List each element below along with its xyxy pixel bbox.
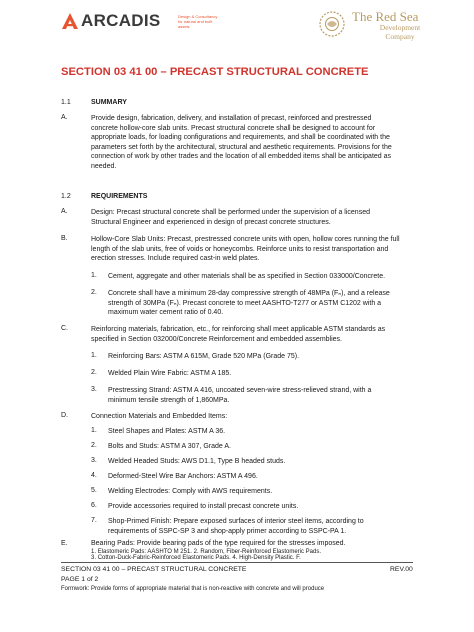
req-e-text: Bearing Pads: Provide bearing pads of the type required for the stresses imposed. (91, 540, 346, 547)
req-b1-text: Cement, aggregate and other materials shall be as specified in Section 033000/Concrete. (108, 273, 386, 280)
req-f-letter: F. (296, 555, 301, 561)
req-c1-text: Reinforcing Bars: ASTM A 615M, Grade 520 MPa (Grade 75). (108, 353, 300, 360)
req-b2-line: maximum water cement ratio of 0.40. (108, 309, 224, 317)
arcadis-tagline: Design & Consultancy for natural and built assets (178, 14, 218, 29)
req-d7-paragraph (108, 517, 413, 536)
req-d1-text: Steel Shapes and Plates: ASTM A 36. (108, 428, 226, 435)
req-e3-number: 3. (91, 555, 97, 561)
req-c3-number: 3. (91, 386, 97, 393)
req-e3-text: Cotton-Duck-Fabric-Reinforced Elastomeric Pads. (97, 555, 231, 561)
req-c3-line: Prestressing Strand: ASTM A 416, uncoated seven-wire stress-relieved strand, with a (108, 387, 372, 394)
req-d1-number: 1. (91, 427, 97, 434)
req-e1-number: 1. (91, 549, 97, 555)
req-d-text: Connection Materials and Embedded Items: (91, 413, 228, 420)
red-sea-subtitle (372, 24, 428, 41)
requirements-number: 1.2 (61, 193, 71, 200)
req-e-subitems-2 (91, 555, 413, 562)
req-a-letter: A. (61, 208, 68, 215)
requirements-heading: REQUIREMENTS (91, 193, 148, 200)
req-d6-number: 6. (91, 502, 97, 509)
req-d4-text: Deformed-Steel Wire Bar Anchors: ASTM A 496. (108, 473, 258, 480)
req-f-text: Formwork: Provide forms of appropriate material that is non-reactive with concrete and will produce (61, 586, 325, 592)
footer-section: SECTION 03 41 00 – PRECAST STRUCTURAL CONCRETE (61, 566, 247, 573)
req-d7-line: Shop-Primed Finish: Prepare exposed surfaces of interior steel items, according to (108, 518, 364, 525)
footer-revision: REV.00 (390, 566, 413, 573)
req-c3-paragraph (108, 386, 413, 405)
summary-a-line: Provide design, fabrication, delivery, and installation of precast, reinforced and prestressed (91, 115, 372, 122)
req-b-line: erection stresses. Include required cast-in weld plates. (91, 255, 260, 263)
req-d4-number: 4. (91, 472, 97, 479)
red-sea-logo (318, 4, 448, 50)
req-b-line: Hollow-Core Slab Units: Precast, prestressed concrete units with open, hollow cores running the full (91, 236, 400, 243)
summary-a-line: connection of work by other trades and the location of all embedded items shall be anticipated as (91, 153, 392, 161)
summary-a-line: concrete hollow-core slab units. Precast structural concrete shall be designed to account for (91, 124, 376, 132)
req-d2-text: Bolts and Studs: ASTM A 307, Grade A. (108, 443, 231, 450)
arcadis-logo (61, 10, 221, 36)
footer-page: PAGE 1 of 2 (61, 576, 99, 583)
req-b-line: length of the slab units, free of voids or honeycombs. Reinforce units to resist transportation and (91, 245, 389, 253)
req-c-line: Reinforcing materials, fabrication, etc., for reinforcing shall meet applicable ASTM standards as (91, 326, 386, 333)
summary-a-line: appropriate loads, for loading configurations and requirements, and shall be coordinated with the (91, 134, 390, 142)
req-e4-text: High-Density Plastic. (239, 555, 295, 561)
arcadis-mark-icon (61, 12, 79, 30)
summary-a-line: needed. (91, 162, 117, 170)
req-d7-line: requirements of SSPC-SP 3 and shop-apply primer according to SSPC-PA 1. (108, 527, 347, 535)
req-d-letter: D. (61, 412, 68, 419)
req-d3-text: Welded Headed Studs: AWS D1.1, Type B headed studs. (108, 458, 286, 465)
arcadis-wordmark: ARCADIS (81, 11, 161, 30)
req-d3-number: 3. (91, 457, 97, 464)
req-e4-number: 4. (232, 555, 238, 561)
req-b1-number: 1. (91, 272, 97, 279)
req-b2-line: strength of 30MPa (Fₙ). Precast concrete to meet AASHTO-T277 or ASTM C1202 with a (108, 299, 382, 307)
req-b2-number: 2. (91, 289, 97, 296)
req-e2-text: Random, Fiber-Reinforced Elastomeric Pads. (200, 549, 322, 555)
footer-divider (61, 562, 413, 563)
req-c1-number: 1. (91, 352, 97, 359)
req-a-line: Structural Engineer and experienced in design of precast concrete structures. (91, 218, 331, 226)
req-c-paragraph (91, 325, 413, 344)
req-f-block (61, 586, 413, 593)
req-e-letter: E. (61, 540, 68, 547)
summary-a-paragraph (91, 114, 413, 172)
req-c-letter: C. (61, 325, 68, 332)
req-c2-text: Welded Plain Wire Fabric: ASTM A 185. (108, 370, 232, 377)
req-b2-line: Concrete shall have a minimum 28-day compressive strength of 48MPa (Fₙ), and a release (108, 290, 390, 297)
summary-number: 1.1 (61, 99, 71, 106)
req-a-paragraph (91, 208, 413, 227)
req-c2-number: 2. (91, 369, 97, 376)
summary-a-line: parameters set forth by the architectural, structural and aesthetic requirements. Provisions for the (91, 143, 392, 151)
req-e2-number: 2. (193, 549, 199, 555)
summary-heading: SUMMARY (91, 99, 127, 106)
summary-a-letter: A. (61, 114, 68, 121)
red-sea-subtitle-line2: Company (385, 31, 415, 41)
req-d2-number: 2. (91, 442, 97, 449)
req-d5-number: 5. (91, 487, 97, 494)
req-c-line: specified in Section 032000/Concrete Reinforcement and embedded assemblies. (91, 335, 342, 343)
red-sea-subtitle-line1: Development (379, 23, 421, 32)
req-d7-number: 7. (91, 517, 97, 524)
req-b2-paragraph (108, 289, 413, 318)
req-b-letter: B. (61, 235, 68, 242)
section-title: SECTION 03 41 00 – PRECAST STRUCTURAL CONCRETE (61, 66, 369, 78)
red-sea-seal-icon (318, 10, 346, 38)
req-e1-text: Elastomeric Pads: AASHTO M 251. (97, 549, 192, 555)
req-c3-line: minimum tensile strength of 1,860MPa. (108, 396, 230, 404)
red-sea-title: The Red Sea (352, 9, 419, 24)
req-e-block (91, 540, 413, 548)
req-b-paragraph (91, 235, 413, 264)
req-d5-text: Welding Electrodes: Comply with AWS requirements. (108, 488, 273, 495)
req-d6-text: Provide accessories required to install precast concrete units. (108, 503, 299, 510)
req-a-line: Design: Precast structural concrete shall be performed under the supervision of a licensed (91, 209, 370, 216)
